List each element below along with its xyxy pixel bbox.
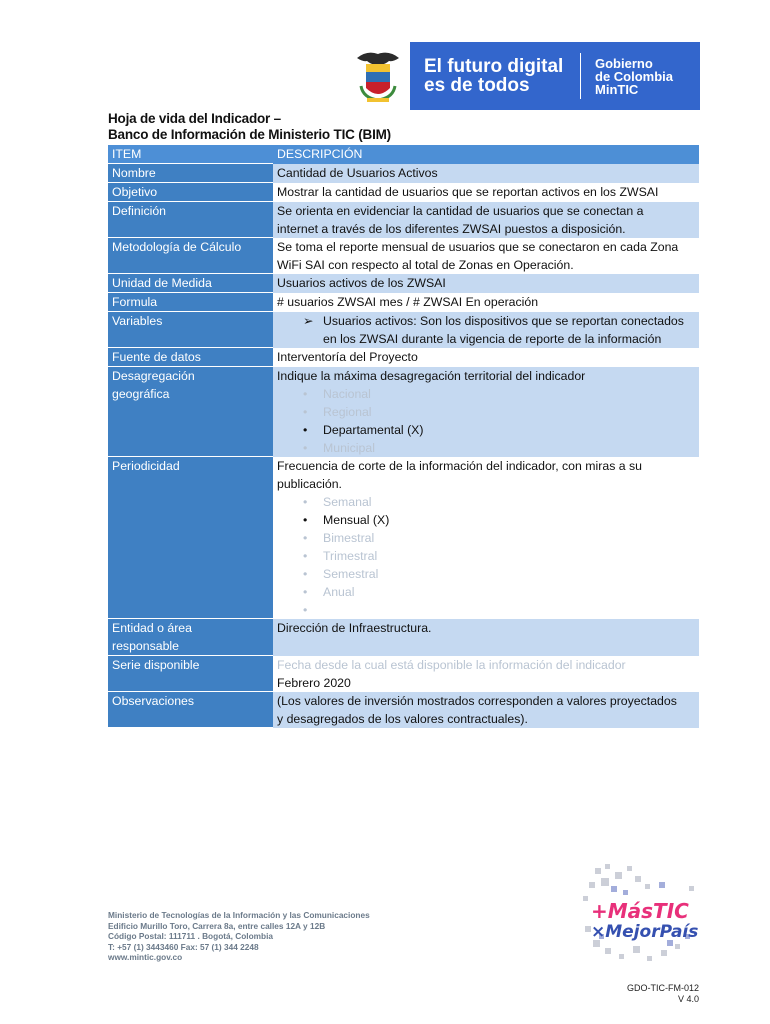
list-item-label: Departamental (X) — [323, 422, 424, 437]
footer-line: www.mintic.gov.co — [108, 952, 183, 962]
bullet-icon: • — [303, 566, 308, 581]
row-key: Objetivo — [108, 183, 273, 202]
key-line: Entidad o área — [112, 621, 192, 635]
table-header-row — [108, 145, 699, 164]
value-line: Frecuencia de corte de la información del indicador, con miras a su — [277, 458, 642, 473]
bullet-icon: • — [303, 512, 308, 527]
row-value — [273, 457, 699, 619]
list-item-selected — [277, 421, 695, 439]
row-value — [273, 656, 699, 692]
table-row — [108, 656, 699, 692]
row-value: Interventoría del Proyecto — [273, 348, 699, 367]
row-key: Observaciones — [108, 692, 273, 728]
footer-line: T: +57 (1) 3443460 Fax: 57 (1) 344 2248 — [108, 941, 259, 952]
value-line: en los ZWSAI durante la vigencia de reporte de la información — [323, 331, 662, 346]
list-item-label: Anual — [323, 584, 355, 599]
row-key: Formula — [108, 293, 273, 312]
list-item-label: Trimestral — [323, 548, 378, 563]
header-item: ITEM — [108, 145, 273, 164]
list-item-label: Mensual (X) — [323, 512, 390, 527]
bullet-icon: • — [303, 602, 308, 617]
bullet-icon: • — [303, 548, 308, 563]
list-item-label: Bimestral — [323, 530, 375, 545]
value-line: Usuarios activos: Son los dispositivos que se reportan conectados — [323, 313, 684, 328]
row-value — [273, 202, 699, 238]
table-row — [108, 312, 699, 348]
list-item-label: Regional — [323, 404, 372, 419]
list-item — [277, 565, 695, 583]
row-value: Dirección de Infraestructura. — [273, 619, 699, 656]
banner-divider — [580, 53, 581, 99]
row-key — [108, 367, 273, 457]
title-line: Banco de Información de Ministerio TIC (BIM) — [108, 127, 391, 142]
bullet-icon: • — [303, 440, 308, 455]
row-key: Variables — [108, 312, 273, 348]
row-key: Unidad de Medida — [108, 274, 273, 293]
value-line: Febrero 2020 — [277, 675, 351, 690]
value-line: y desagregados de los valores contractuales). — [277, 711, 528, 726]
list-item — [277, 529, 695, 547]
row-key — [108, 619, 273, 656]
row-value — [273, 238, 699, 274]
list-item-label: Nacional — [323, 386, 371, 401]
row-value — [273, 312, 699, 348]
row-key: Definición — [108, 202, 273, 238]
footer-line: Código Postal: 111711 . Bogotá, Colombia — [108, 931, 274, 941]
table-row — [108, 274, 699, 293]
colombia-coat-of-arms-icon — [346, 42, 410, 110]
bullet-icon: • — [303, 584, 308, 599]
key-line: Desagregación — [112, 369, 195, 383]
list-item-empty — [277, 601, 695, 619]
variable-item — [277, 312, 695, 348]
value-line: (Los valores de inversión mostrados corresponden a valores proyectados — [277, 693, 677, 708]
list-item-label: Semanal — [323, 494, 372, 509]
value-line: Se orienta en evidenciar la cantidad de usuarios que se conectan a — [277, 203, 644, 218]
value-line: Indique la máxima desagregación territorial del indicador — [277, 368, 586, 383]
table-row — [108, 183, 699, 202]
value-line: internet a través de los diferentes ZWSAI puestos a disposición. — [277, 221, 626, 236]
doc-version: V 4.0 — [677, 994, 699, 1004]
table-row — [108, 692, 699, 728]
row-value: Cantidad de Usuarios Activos — [273, 164, 699, 183]
document-code — [627, 983, 699, 1005]
bullet-icon: • — [303, 530, 308, 545]
header-banner — [346, 42, 700, 110]
header-description: DESCRIPCIÓN — [273, 145, 699, 164]
mastic-logo — [575, 860, 715, 970]
key-line: responsable — [112, 639, 179, 653]
row-value — [273, 367, 699, 457]
document-title — [108, 111, 391, 143]
key-line: geográfica — [112, 387, 170, 401]
banner-tagline: El futuro digital es de todos — [424, 56, 564, 96]
table-row — [108, 348, 699, 367]
table-row — [108, 457, 699, 619]
government-line: MinTIC — [595, 81, 639, 97]
row-value: Usuarios activos de los ZWSAI — [273, 274, 699, 293]
row-value: # usuarios ZWSAI mes / # ZWSAI En operación — [273, 293, 699, 312]
row-value: Mostrar la cantidad de usuarios que se reportan activos en los ZWSAI — [273, 183, 699, 202]
bullet-icon: • — [303, 494, 308, 509]
list-item-label: Semestral — [323, 566, 379, 581]
variable-text — [323, 312, 684, 348]
indicator-table — [108, 145, 699, 728]
footer-line: Ministerio de Tecnologías de la Información y las Comunicaciones — [108, 910, 370, 920]
doc-code: GDO-TIC-FM-012 — [627, 983, 699, 993]
list-item — [277, 493, 695, 511]
footer-address — [108, 910, 370, 963]
list-item-label: Municipal — [323, 440, 375, 455]
row-value — [273, 692, 699, 728]
list-item — [277, 439, 695, 457]
value-line: Se toma el reporte mensual de usuarios que se conectaron en cada Zona — [277, 239, 679, 254]
row-key: Serie disponible — [108, 656, 273, 692]
list-item-selected — [277, 511, 695, 529]
row-key: Nombre — [108, 164, 273, 183]
bullet-icon: • — [303, 422, 308, 437]
mastic-logo-line: ×MejorPaís — [591, 922, 699, 942]
table-row — [108, 202, 699, 238]
title-line: Hoja de vida del Indicador – — [108, 111, 281, 126]
row-key: Metodología de Cálculo — [108, 238, 273, 274]
row-key: Fuente de datos — [108, 348, 273, 367]
table-row — [108, 367, 699, 457]
table-row — [108, 293, 699, 312]
table-row — [108, 164, 699, 183]
list-item — [277, 403, 695, 421]
list-item — [277, 547, 695, 565]
footer-line: Edificio Murillo Toro, Carrera 8a, entre calles 12A y 12B — [108, 920, 326, 931]
bullet-icon: • — [303, 386, 308, 401]
arrow-bullet-icon: ➢ — [303, 313, 314, 328]
bullet-icon: • — [303, 404, 308, 419]
value-hint: Fecha desde la cual está disponible la información del indicador — [277, 657, 626, 672]
value-line: WiFi SAI con respecto al total de Zonas en Operación. — [277, 257, 574, 272]
list-item — [277, 583, 695, 601]
value-line: publicación. — [277, 476, 342, 491]
government-line: Gobierno — [595, 55, 653, 71]
row-key: Periodicidad — [108, 457, 273, 619]
government-line: de Colombia — [595, 68, 674, 84]
table-row — [108, 619, 699, 656]
table-row — [108, 238, 699, 274]
government-label — [595, 57, 673, 96]
list-item — [277, 385, 695, 403]
mastic-logo-line: +MásTIC — [591, 899, 689, 923]
